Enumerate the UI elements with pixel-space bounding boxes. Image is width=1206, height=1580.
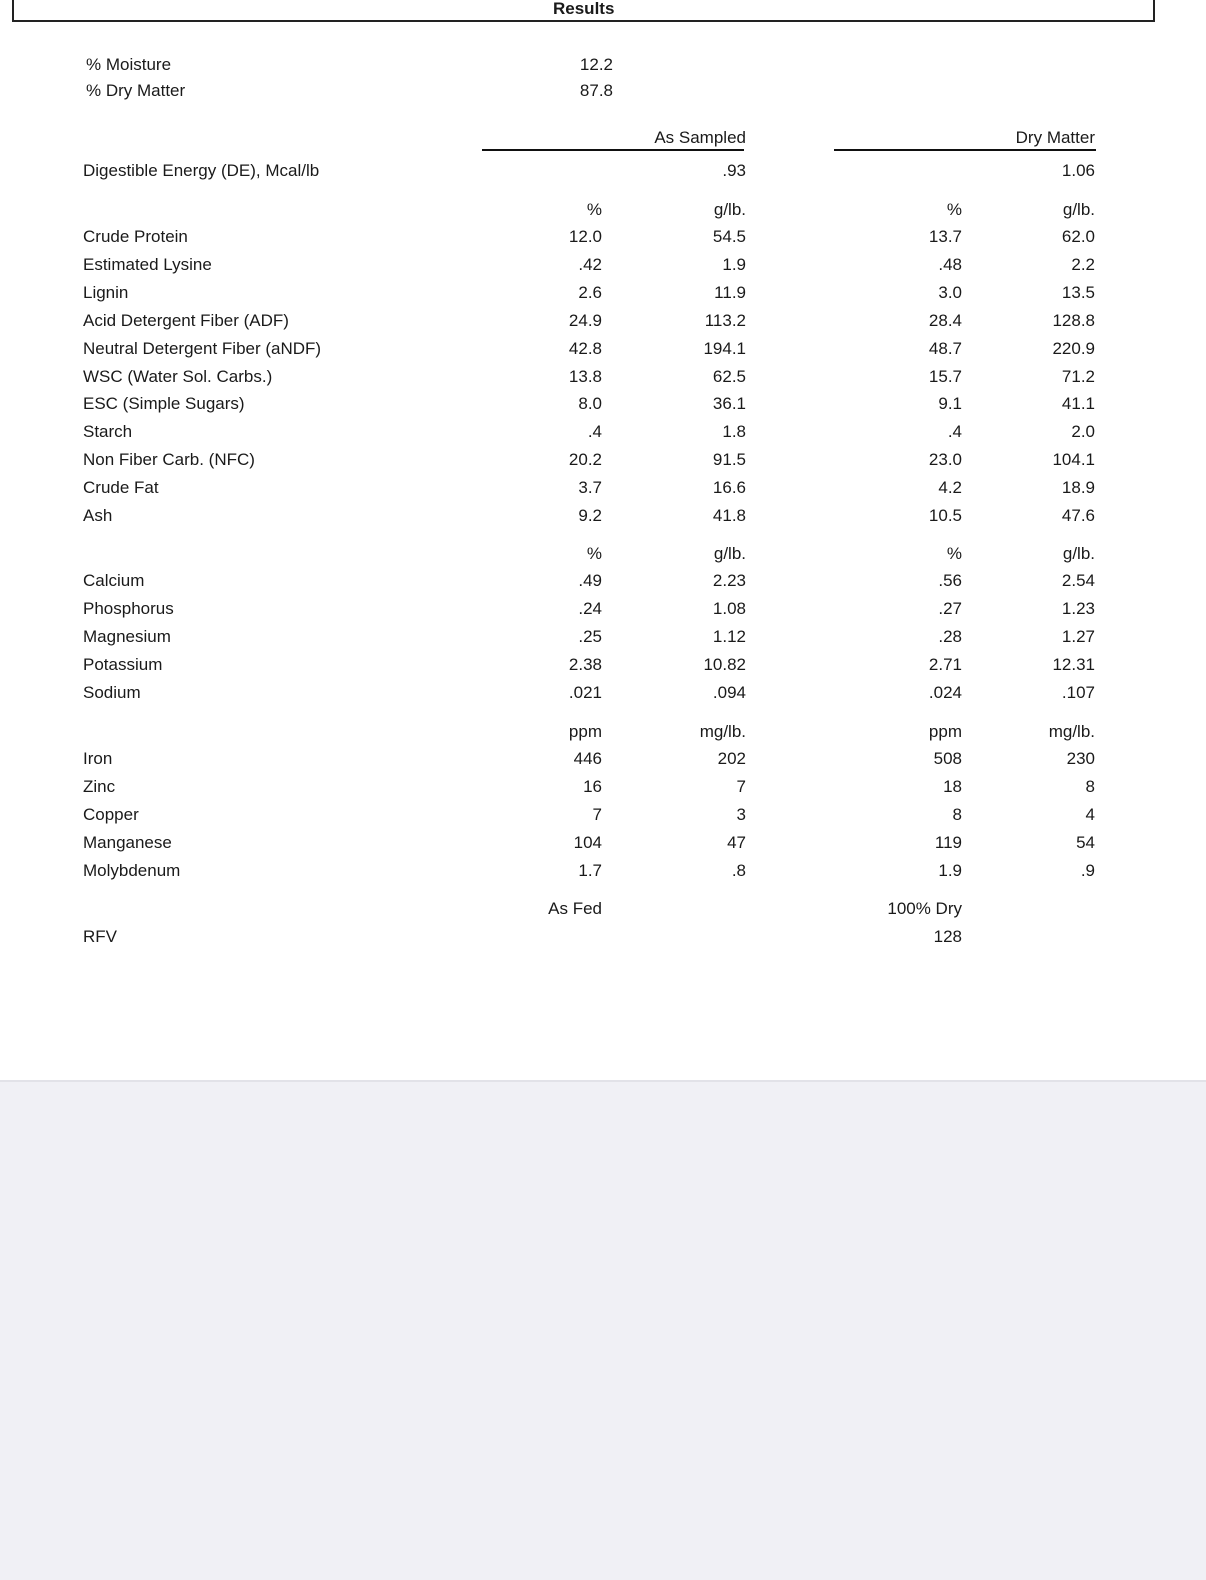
nutrient-value: 28.4 xyxy=(928,311,962,330)
nutrient-value: 9.1 xyxy=(938,394,962,413)
nutrient-label: Sodium xyxy=(83,683,141,702)
nutrient-value: 2.2 xyxy=(1071,255,1095,274)
nutrient-value: .094 xyxy=(712,683,746,702)
rfv-dry-header: 100% Dry xyxy=(887,899,962,918)
as-sampled-header: As Sampled xyxy=(654,128,746,147)
nutrient-value: 8 xyxy=(1085,777,1095,796)
nutrient-value: 2.23 xyxy=(712,571,746,590)
nutrient-value: .24 xyxy=(578,599,602,618)
nutrient-value: 20.2 xyxy=(568,450,602,469)
unit-header: mg/lb. xyxy=(1048,722,1095,741)
nutrient-label: Zinc xyxy=(83,777,116,796)
unit-header: % xyxy=(946,200,962,219)
nutrient-value: 8 xyxy=(952,805,962,824)
nutrient-value: 508 xyxy=(933,749,962,768)
nutrient-value: 24.9 xyxy=(568,311,602,330)
nutrient-value: 91.5 xyxy=(712,450,746,469)
nutrient-label: Crude Protein xyxy=(83,227,188,246)
nutrient-value: 16.6 xyxy=(712,478,746,497)
nutrient-value: 13.5 xyxy=(1061,283,1095,302)
nutrient-value: .49 xyxy=(578,571,602,590)
results-title: Results xyxy=(553,0,615,18)
nutrient-value: 2.38 xyxy=(568,655,602,674)
nutrient-value: 220.9 xyxy=(1052,339,1095,358)
nutrient-value: 9.2 xyxy=(578,506,602,525)
nutrient-label: Manganese xyxy=(83,833,172,852)
de-dry-matter: 1.06 xyxy=(1061,161,1095,180)
nutrient-label: Lignin xyxy=(83,283,129,302)
nutrient-value: 113.2 xyxy=(704,311,746,330)
nutrient-label: Molybdenum xyxy=(83,861,181,880)
nutrient-value: 23.0 xyxy=(928,450,962,469)
nutrient-value: .107 xyxy=(1061,683,1095,702)
nutrient-value: 62.0 xyxy=(1061,227,1095,246)
nutrient-value: 2.71 xyxy=(928,655,962,674)
nutrient-value: .56 xyxy=(938,571,962,590)
dry-matter-header: Dry Matter xyxy=(1015,128,1095,147)
moisture-label: % Moisture xyxy=(86,55,172,74)
nutrient-value: 1.27 xyxy=(1061,627,1095,646)
unit-header: g/lb. xyxy=(713,200,746,219)
nutrient-value: 71.2 xyxy=(1061,367,1095,386)
nutrient-value: 47 xyxy=(727,833,746,852)
nutrient-value: 47.6 xyxy=(1061,506,1095,525)
nutrient-value: 1.9 xyxy=(938,861,962,880)
nutrient-value: .024 xyxy=(928,683,962,702)
nutrient-value: .021 xyxy=(568,683,602,702)
rfv-as-fed-header: As Fed xyxy=(548,899,602,918)
nutrient-value: 1.23 xyxy=(1061,599,1095,618)
nutrient-value: 128.8 xyxy=(1052,311,1095,330)
nutrient-value: 3 xyxy=(736,805,746,824)
nutrient-label: Ash xyxy=(83,506,113,525)
moisture-value: 12.2 xyxy=(579,55,613,74)
unit-header: % xyxy=(586,544,602,563)
de-as-sampled: .93 xyxy=(722,161,746,180)
nutrient-value: .42 xyxy=(578,255,602,274)
nutrient-label: Crude Fat xyxy=(83,478,159,497)
nutrient-label: Calcium xyxy=(83,571,145,590)
nutrient-label: Estimated Lysine xyxy=(83,255,212,274)
as-sampled-rule xyxy=(482,149,744,151)
rfv-label: RFV xyxy=(83,927,117,946)
nutrient-value: 62.5 xyxy=(712,367,746,386)
de-label: Digestible Energy (DE), Mcal/lb xyxy=(83,161,320,180)
nutrient-value: 104 xyxy=(573,833,602,852)
nutrient-value: 3.0 xyxy=(938,283,962,302)
unit-header: g/lb. xyxy=(713,544,746,563)
nutrient-value: 1.12 xyxy=(712,627,746,646)
nutrient-value: 13.8 xyxy=(568,367,602,386)
unit-header: ppm xyxy=(568,722,602,741)
dry-matter-value: 87.8 xyxy=(579,81,613,100)
nutrient-value: .28 xyxy=(938,627,962,646)
nutrient-label: Magnesium xyxy=(83,627,171,646)
nutrient-value: 12.31 xyxy=(1052,655,1095,674)
nutrient-value: 4.2 xyxy=(938,478,962,497)
nutrient-value: 3.7 xyxy=(578,478,602,497)
nutrient-value: 16 xyxy=(583,777,602,796)
unit-header: % xyxy=(586,200,602,219)
nutrient-value: 4 xyxy=(1085,805,1095,824)
nutrient-value: 15.7 xyxy=(928,367,962,386)
dry-matter-rule xyxy=(834,149,1096,151)
nutrient-value: .27 xyxy=(938,599,962,618)
nutrient-value: 7 xyxy=(736,777,746,796)
nutrient-value: 2.6 xyxy=(578,283,602,302)
nutrient-value: .8 xyxy=(731,861,746,880)
nutrient-value: 2.0 xyxy=(1071,422,1095,441)
nutrient-label: Iron xyxy=(83,749,113,768)
nutrient-label: Neutral Detergent Fiber (aNDF) xyxy=(83,339,322,358)
nutrient-value: 104.1 xyxy=(1052,450,1095,469)
nutrient-value: 446 xyxy=(573,749,602,768)
nutrient-value: .4 xyxy=(587,422,602,441)
nutrient-value: 10.5 xyxy=(928,506,962,525)
unit-header: g/lb. xyxy=(1062,544,1095,563)
nutrient-value: .25 xyxy=(578,627,602,646)
nutrient-value: 54.5 xyxy=(712,227,746,246)
nutrient-value: 1.7 xyxy=(578,861,602,880)
nutrient-label: ESC (Simple Sugars) xyxy=(83,394,245,413)
nutrient-label: Copper xyxy=(83,805,139,824)
nutrient-value: 7 xyxy=(592,805,602,824)
nutrient-value: 54 xyxy=(1076,833,1095,852)
nutrient-value: 18 xyxy=(943,777,962,796)
nutrient-value: .4 xyxy=(947,422,962,441)
nutrient-value: 230 xyxy=(1066,749,1095,768)
nutrient-label: Potassium xyxy=(83,655,163,674)
nutrient-label: Starch xyxy=(83,422,133,441)
dry-matter-label: % Dry Matter xyxy=(86,81,186,100)
nutrient-value: 48.7 xyxy=(928,339,962,358)
nutrient-value: 1.9 xyxy=(722,255,746,274)
unit-header: % xyxy=(946,544,962,563)
unit-header: ppm xyxy=(928,722,962,741)
nutrient-value: .48 xyxy=(938,255,962,274)
unit-header: mg/lb. xyxy=(699,722,746,741)
nutrient-value: 119 xyxy=(934,833,962,852)
nutrient-value: 36.1 xyxy=(712,394,746,413)
nutrient-value: 8.0 xyxy=(578,394,602,413)
nutrient-value: 41.8 xyxy=(712,506,746,525)
nutrient-value: 41.1 xyxy=(1061,394,1095,413)
nutrient-value: 13.7 xyxy=(928,227,962,246)
nutrient-value: 18.9 xyxy=(1061,478,1095,497)
nutrient-value: 12.0 xyxy=(568,227,602,246)
nutrient-value: 202 xyxy=(717,749,746,768)
nutrient-value: 1.08 xyxy=(712,599,746,618)
nutrient-value: .9 xyxy=(1080,861,1095,880)
nutrient-label: Phosphorus xyxy=(83,599,174,618)
nutrient-value: 194.1 xyxy=(703,339,746,358)
unit-header: g/lb. xyxy=(1062,200,1095,219)
nutrient-label: Non Fiber Carb. (NFC) xyxy=(83,450,255,469)
rfv-dry-value: 128 xyxy=(933,927,962,946)
nutrient-label: Acid Detergent Fiber (ADF) xyxy=(83,311,289,330)
nutrient-value: 42.8 xyxy=(568,339,602,358)
nutrient-value: 10.82 xyxy=(703,655,746,674)
nutrient-label: WSC (Water Sol. Carbs.) xyxy=(83,367,273,386)
nutrient-value: 2.54 xyxy=(1061,571,1095,590)
nutrient-value: 11.9 xyxy=(714,283,746,302)
nutrient-value: 1.8 xyxy=(722,422,746,441)
